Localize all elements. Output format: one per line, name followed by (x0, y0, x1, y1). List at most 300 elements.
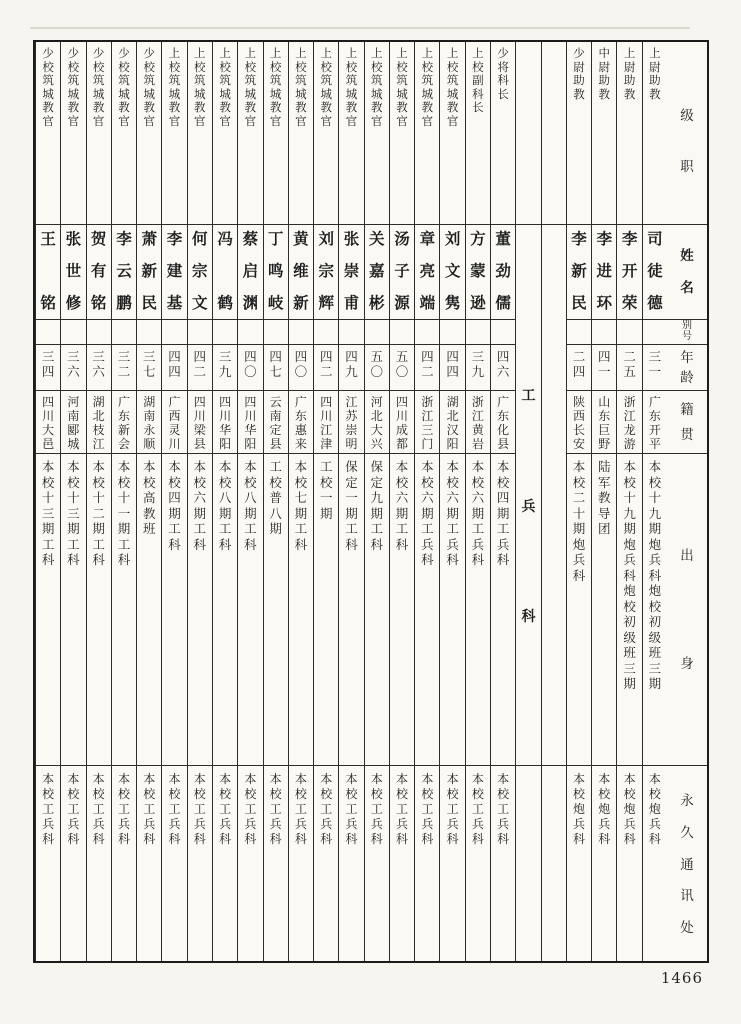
age-cell (390, 345, 414, 392)
rank-label: 中 尉 助 教 (598, 48, 611, 101)
rank-cell (137, 42, 161, 225)
origin-cell (112, 454, 136, 766)
alias-value (491, 320, 515, 344)
person-column (60, 42, 85, 961)
origin-value: 本 校 六 期 工 兵 科 (421, 460, 434, 568)
native-cell (112, 391, 136, 454)
alias-value (415, 320, 439, 344)
native-place: 四 川 大 邑 (42, 395, 55, 452)
age-cell (213, 345, 237, 392)
alias-cell (617, 320, 641, 345)
native-place: 湖 北 汉 阳 (446, 395, 459, 452)
person-column (642, 42, 667, 961)
age-value: 四 六 (496, 349, 510, 380)
person-name: 司 徒 德 (647, 231, 663, 313)
native-place: 四 川 梁 县 (193, 395, 206, 452)
name-cell (264, 225, 288, 320)
name-header-label: 姓 名 (680, 248, 694, 296)
origin-cell (390, 454, 414, 766)
native-place: 浙 江 黄 岩 (471, 395, 484, 452)
address-value: 本 校 炮 兵 科 (598, 771, 611, 846)
person-column (389, 42, 414, 961)
rank-cell (440, 42, 464, 225)
rank-label: 上 校 筑 城 教 官 (168, 48, 181, 128)
address-value: 本 校 工 兵 科 (42, 771, 55, 846)
origin-cell (567, 454, 591, 766)
origin-value: 本 校 六 期 工 兵 科 (471, 460, 485, 568)
age-value: 四 〇 (244, 349, 257, 380)
native-place: 江 苏 崇 明 (345, 395, 358, 452)
divider-column (541, 42, 566, 961)
rank-label: 上 校 筑 城 教 官 (295, 48, 307, 128)
alias-value (617, 320, 641, 344)
rank-label: 少 校 筑 城 教 官 (42, 48, 54, 128)
address-value: 本 校 炮 兵 科 (573, 771, 586, 846)
alias-cell (466, 320, 490, 345)
age-cell (238, 345, 262, 392)
address-value: 本 校 工 兵 科 (396, 771, 409, 846)
person-name: 丁 鸣 岐 (267, 231, 284, 313)
origin-cell (61, 454, 85, 766)
age-cell (264, 345, 288, 392)
native-place: 四 川 华 阳 (219, 395, 232, 452)
age-value: 三 六 (67, 349, 80, 380)
rank-cell (617, 42, 641, 225)
native-place: 山 东 巨 野 (598, 395, 611, 452)
age-cell (592, 345, 616, 392)
person-name: 李 新 民 (571, 231, 587, 313)
empty-cell (516, 42, 540, 225)
origin-value: 本 校 七 期 工 科 (294, 460, 308, 552)
age-value: 三 七 (142, 349, 156, 380)
person-name: 刘 宗 辉 (318, 231, 334, 313)
address-cell (466, 766, 490, 961)
alias-cell (440, 320, 464, 345)
origin-value: 本 校 二 十 期 炮 兵 科 (572, 460, 586, 583)
address-value: 本 校 工 兵 科 (294, 771, 307, 846)
alias-cell (112, 320, 136, 345)
address-value: 本 校 工 兵 科 (92, 771, 105, 846)
address-value: 本 校 工 兵 科 (421, 771, 434, 846)
alias-cell (491, 320, 515, 345)
rank-cell (390, 42, 414, 225)
origin-cell (365, 454, 389, 766)
address-value: 本 校 工 兵 科 (117, 771, 130, 846)
rank-label: 少 校 筑 城 教 官 (67, 48, 80, 128)
native-header-cell (667, 391, 707, 454)
rank-label: 上 校 筑 城 教 官 (269, 48, 282, 128)
native-cell (643, 391, 667, 454)
person-name: 贺 有 铭 (90, 231, 107, 313)
origin-cell (238, 454, 262, 766)
origin-value: 保 定 一 期 工 科 (345, 460, 358, 552)
person-name: 蔡 启 渊 (242, 231, 259, 313)
origin-cell (415, 454, 439, 766)
person-column (313, 42, 338, 961)
origin-value: 本 校 八 期 工 科 (244, 460, 257, 552)
alias-value (36, 320, 60, 344)
alias-cell (567, 320, 591, 345)
age-value: 四 四 (168, 349, 181, 380)
origin-cell (339, 454, 363, 766)
name-cell (567, 225, 591, 320)
address-value: 本 校 工 兵 科 (193, 771, 206, 846)
person-column (439, 42, 464, 961)
person-column (161, 42, 186, 961)
age-value: 二 四 (572, 349, 586, 380)
alias-value (188, 320, 212, 344)
address-value: 本 校 工 兵 科 (244, 771, 257, 846)
native-place: 湖 北 枝 江 (92, 395, 105, 452)
address-value: 本 校 工 兵 科 (269, 771, 282, 846)
person-name: 何 宗 文 (192, 231, 208, 313)
origin-value: 本 校 六 期 工 科 (193, 460, 207, 552)
rank-cell (188, 42, 212, 225)
name-cell (87, 225, 111, 320)
person-name: 李 建 基 (166, 231, 183, 313)
name-cell (592, 225, 616, 320)
alias-value (238, 320, 262, 344)
age-value: 三 四 (41, 349, 55, 380)
native-cell (213, 391, 237, 454)
origin-value: 本 校 四 期 工 兵 科 (496, 460, 510, 568)
age-cell (289, 345, 313, 392)
age-value: 五 〇 (370, 349, 384, 380)
age-cell (61, 345, 85, 392)
origin-cell (592, 454, 616, 766)
age-cell (440, 345, 464, 392)
native-place: 广 东 化 县 (497, 395, 510, 452)
rank-label: 上 校 筑 城 教 官 (320, 48, 332, 128)
address-cell (365, 766, 389, 961)
origin-value: 本 校 六 期 工 兵 科 (446, 460, 459, 568)
origin-cell (188, 454, 212, 766)
scan-artifact-line (30, 27, 690, 29)
address-cell (264, 766, 288, 961)
rank-label: 少 校 筑 城 教 官 (92, 48, 105, 128)
address-header-cell (667, 766, 707, 961)
native-cell (592, 391, 616, 454)
name-cell (36, 225, 60, 320)
alias-value (264, 320, 288, 344)
alias-value (466, 320, 490, 344)
age-value: 三 二 (117, 349, 131, 380)
name-cell (390, 225, 414, 320)
address-cell (289, 766, 313, 961)
address-value: 本 校 工 兵 科 (168, 771, 181, 846)
age-header-label: 年 龄 (680, 349, 694, 385)
name-cell (137, 225, 161, 320)
name-cell (466, 225, 490, 320)
address-cell (314, 766, 338, 961)
alias-value (643, 320, 667, 344)
native-cell (440, 391, 464, 454)
age-cell (643, 345, 667, 392)
origin-cell (87, 454, 111, 766)
rank-cell (238, 42, 262, 225)
rank-cell (314, 42, 338, 225)
merged-cell (516, 225, 540, 766)
alias-cell (643, 320, 667, 345)
rank-label: 上 校 筑 城 教 官 (421, 48, 434, 128)
person-name: 冯 鹤 (217, 231, 233, 313)
native-cell (87, 391, 111, 454)
rank-label: 少 尉 助 教 (573, 48, 585, 101)
rank-header-cell (667, 42, 707, 225)
rank-cell (365, 42, 389, 225)
native-header-label: 籍 贯 (680, 402, 694, 443)
person-column (187, 42, 212, 961)
origin-value: 本 校 十 二 期 工 科 (92, 460, 105, 568)
header-column (667, 42, 707, 961)
origin-value: 陆 军 教 导 团 (598, 460, 611, 537)
age-cell (415, 345, 439, 392)
age-value: 二 五 (623, 349, 636, 380)
rank-cell (567, 42, 591, 225)
rank-label: 上 校 筑 城 教 官 (194, 48, 206, 128)
person-column (35, 42, 60, 961)
address-value: 本 校 工 兵 科 (471, 771, 484, 846)
address-value: 本 校 工 兵 科 (370, 771, 383, 846)
native-cell (415, 391, 439, 454)
age-cell (162, 345, 186, 392)
alias-header-label: 别 号 (682, 320, 692, 342)
address-value: 本 校 炮 兵 科 (648, 771, 661, 846)
age-value: 三 一 (648, 349, 662, 380)
rank-cell (643, 42, 667, 225)
origin-cell (162, 454, 186, 766)
address-value: 本 校 工 兵 科 (320, 771, 333, 846)
rank-label: 上 校 筑 城 教 官 (345, 48, 358, 128)
origin-header-label: 出 身 (680, 547, 694, 671)
rank-cell (491, 42, 515, 225)
person-name: 方 蒙 逊 (470, 231, 486, 313)
address-value: 本 校 工 兵 科 (67, 771, 80, 846)
age-cell (314, 345, 338, 392)
name-cell (188, 225, 212, 320)
native-cell (390, 391, 414, 454)
alias-cell (390, 320, 414, 345)
name-cell (61, 225, 85, 320)
age-value: 四 一 (598, 349, 611, 380)
alias-cell (264, 320, 288, 345)
name-cell (643, 225, 667, 320)
alias-cell (87, 320, 111, 345)
age-value: 四 七 (269, 349, 282, 380)
origin-value: 本 校 六 期 工 科 (395, 460, 409, 552)
origin-value: 工 校 普 八 期 (269, 460, 282, 537)
origin-cell (289, 454, 313, 766)
rank-label: 少 将 科 长 (497, 48, 509, 101)
age-value: 四 二 (193, 349, 207, 380)
address-cell (643, 766, 667, 961)
alias-value (592, 320, 616, 344)
native-cell (617, 391, 641, 454)
rank-label: 上 校 筑 城 教 官 (244, 48, 257, 128)
rank-cell (61, 42, 85, 225)
alias-header-cell (667, 320, 707, 345)
empty-cell (516, 766, 540, 961)
person-column (263, 42, 288, 961)
address-cell (339, 766, 363, 961)
age-cell (36, 345, 60, 392)
age-cell (617, 345, 641, 392)
age-cell (567, 345, 591, 392)
origin-cell (466, 454, 490, 766)
age-cell (339, 345, 363, 392)
address-cell (213, 766, 237, 961)
person-column (616, 42, 641, 961)
person-column (86, 42, 111, 961)
person-name: 汤 子 源 (394, 231, 410, 313)
name-cell (415, 225, 439, 320)
person-column (212, 42, 237, 961)
rank-cell (415, 42, 439, 225)
person-name: 李 进 环 (596, 231, 613, 313)
person-name: 张 世 修 (65, 231, 82, 313)
alias-value (162, 320, 186, 344)
person-name: 黄 维 新 (293, 231, 309, 313)
person-column (490, 42, 515, 961)
rank-cell (112, 42, 136, 225)
age-header-cell (667, 345, 707, 392)
native-place: 陕 西 长 安 (573, 395, 586, 452)
origin-value: 本 校 十 一 期 工 科 (117, 460, 131, 568)
rank-label: 上 校 筑 城 教 官 (396, 48, 408, 128)
address-cell (415, 766, 439, 961)
origin-cell (440, 454, 464, 766)
person-column (288, 42, 313, 961)
person-column (591, 42, 616, 961)
age-cell (188, 345, 212, 392)
native-cell (61, 391, 85, 454)
address-cell (567, 766, 591, 961)
name-cell (162, 225, 186, 320)
origin-value: 本 校 八 期 工 科 (218, 460, 232, 552)
native-cell (264, 391, 288, 454)
rank-cell (162, 42, 186, 225)
name-cell (289, 225, 313, 320)
native-cell (289, 391, 313, 454)
origin-cell (314, 454, 338, 766)
age-value: 三 九 (218, 349, 232, 380)
age-value: 四 二 (421, 349, 434, 380)
rank-label: 上 尉 助 教 (649, 48, 661, 101)
alias-value (112, 320, 136, 344)
name-header-cell (667, 225, 707, 320)
alias-cell (188, 320, 212, 345)
native-cell (466, 391, 490, 454)
alias-value (314, 320, 338, 344)
native-place: 湖 南 永 顺 (143, 395, 156, 452)
native-place: 广 东 惠 来 (294, 395, 307, 452)
address-cell (162, 766, 186, 961)
rank-cell (264, 42, 288, 225)
address-cell (61, 766, 85, 961)
origin-cell (264, 454, 288, 766)
native-place: 广 东 开 平 (648, 395, 661, 452)
alias-value (567, 320, 591, 344)
native-place: 云 南 定 县 (269, 395, 282, 452)
native-cell (314, 391, 338, 454)
alias-cell (213, 320, 237, 345)
alias-value (390, 320, 414, 344)
origin-cell (213, 454, 237, 766)
name-cell (339, 225, 363, 320)
age-cell (112, 345, 136, 392)
alias-value (365, 320, 389, 344)
origin-value: 本 校 高 教 班 (142, 460, 156, 537)
address-cell (617, 766, 641, 961)
native-place: 浙 江 龙 游 (623, 395, 636, 452)
merged-cell (542, 225, 566, 766)
person-name: 李 云 鹏 (116, 231, 132, 313)
origin-value: 本 校 十 九 期 炮 兵 科 炮 校 初 级 班 三 期 (648, 460, 662, 692)
address-cell (36, 766, 60, 961)
section-title: 工 兵 科 (521, 389, 536, 625)
address-header-label: 永 久 通 讯 处 (680, 793, 694, 936)
native-place: 四 川 华 阳 (244, 395, 257, 452)
origin-cell (137, 454, 161, 766)
rank-cell (466, 42, 490, 225)
native-cell (567, 391, 591, 454)
rank-label: 上 校 筑 城 教 官 (219, 48, 231, 128)
alias-value (137, 320, 161, 344)
origin-header-cell (667, 454, 707, 766)
address-cell (188, 766, 212, 961)
rank-label: 少 校 筑 城 教 官 (118, 48, 130, 128)
person-name: 刘 文 隽 (444, 231, 461, 313)
age-value: 四 二 (319, 349, 333, 380)
native-place: 广 西 灵 川 (168, 395, 181, 452)
alias-cell (61, 320, 85, 345)
address-value: 本 校 工 兵 科 (345, 771, 358, 846)
person-column (111, 42, 136, 961)
age-cell (491, 345, 515, 392)
age-value: 五 〇 (395, 349, 409, 380)
rank-cell (213, 42, 237, 225)
alias-value (213, 320, 237, 344)
alias-value (440, 320, 464, 344)
person-name: 萧 新 民 (141, 231, 157, 313)
roster-table (33, 40, 709, 963)
native-place: 四 川 成 都 (396, 395, 409, 452)
divider-column (515, 42, 540, 961)
native-cell (162, 391, 186, 454)
address-value: 本 校 工 兵 科 (446, 771, 459, 846)
address-cell (112, 766, 136, 961)
person-name: 董 劲 儒 (495, 231, 511, 313)
name-cell (440, 225, 464, 320)
origin-value: 本 校 四 期 工 科 (168, 460, 181, 552)
address-cell (491, 766, 515, 961)
age-cell (466, 345, 490, 392)
person-name: 李 开 荣 (621, 231, 638, 313)
address-cell (87, 766, 111, 961)
alias-cell (162, 320, 186, 345)
alias-cell (415, 320, 439, 345)
address-value: 本 校 工 兵 科 (219, 771, 232, 846)
native-cell (188, 391, 212, 454)
person-column (136, 42, 161, 961)
native-place: 四 川 江 津 (320, 395, 333, 452)
native-place: 广 东 新 会 (117, 395, 130, 452)
empty-cell (542, 42, 566, 225)
native-cell (339, 391, 363, 454)
age-value: 三 六 (92, 349, 105, 380)
name-cell (112, 225, 136, 320)
person-column (465, 42, 490, 961)
